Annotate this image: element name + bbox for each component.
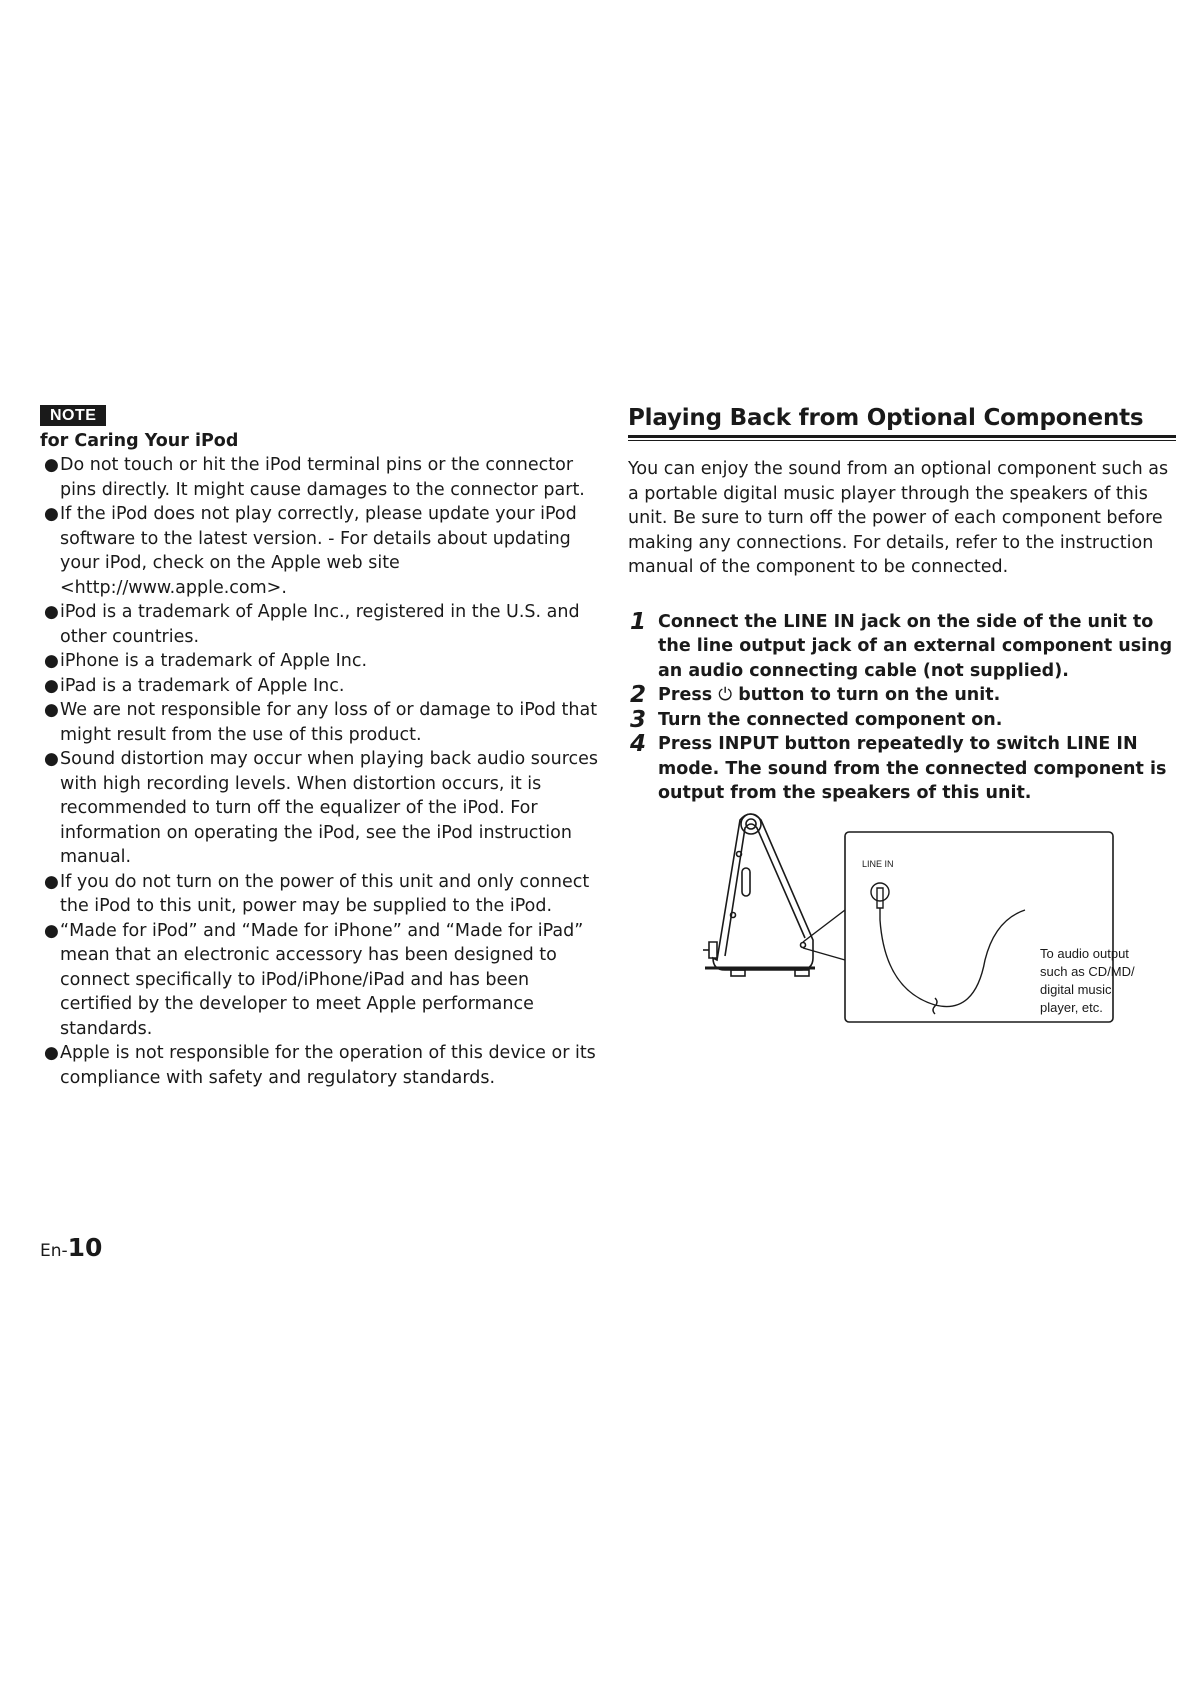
note-item bbox=[40, 502, 600, 600]
bullet-icon: ● bbox=[44, 675, 59, 696]
section-title: Playing Back from Optional Components bbox=[628, 405, 1144, 431]
note-item-text: If you do not turn on the power of this unit and only connect the iPod to this unit, power may be supplied to the iPod. bbox=[60, 871, 590, 916]
playback-section bbox=[628, 405, 1178, 806]
caption-line: such as CD/MD/ bbox=[1040, 964, 1135, 979]
note-item-text: “Made for iPod” and “Made for iPhone” and “Made for iPad” mean that an electronic accessory has been designed to connect specifically to iPod/iPhone/iPad and has been certified by the developer to meet Apple performance standards. bbox=[60, 920, 584, 1039]
bullet-icon: ● bbox=[44, 504, 59, 524]
bullet-icon: ● bbox=[44, 651, 59, 671]
title-underline bbox=[628, 435, 1176, 438]
step-number: 2 bbox=[630, 682, 647, 708]
step-text-tail: button to turn on the unit. bbox=[732, 685, 1001, 705]
note-item bbox=[40, 919, 600, 1042]
note-heading: for Caring Your iPod bbox=[40, 431, 239, 451]
step-text: Press INPUT button repeatedly to switch LINE IN mode. The sound from the connected component is output from the speakers of this unit. bbox=[658, 734, 1167, 803]
note-item-text: iPhone is a trademark of Apple Inc. bbox=[60, 651, 368, 671]
step-text: Connect the LINE IN jack on the side of the unit to the line output jack of an external component using an audio connecting cable (not supplied). bbox=[658, 611, 1173, 681]
step-item bbox=[628, 610, 1178, 684]
note-item-text: If the iPod does not play correctly, please update your iPod software to the latest version. - For details about updating your iPod, check on the Apple web site <http://www.apple.com>. bbox=[60, 504, 577, 598]
page-number-value: 10 bbox=[67, 1233, 103, 1262]
note-list bbox=[40, 453, 600, 1090]
note-item-text: Sound distortion may occur when playing back audio sources with high recording levels. When distortion occurs, it is recommended to turn off the equalizer of the iPod. For information on operating the iPod, see the iPod instruction manual. bbox=[60, 749, 599, 867]
step-item bbox=[628, 732, 1178, 806]
note-item bbox=[40, 698, 600, 747]
speaker-unit-illustration bbox=[703, 814, 815, 976]
note-item bbox=[40, 453, 600, 502]
note-item-text: iPad is a trademark of Apple Inc. bbox=[60, 675, 345, 696]
bullet-icon: ● bbox=[44, 602, 59, 622]
bullet-icon: ● bbox=[44, 1043, 59, 1063]
page-number bbox=[40, 1233, 102, 1262]
step-text: Press bbox=[658, 685, 719, 705]
section-intro: You can enjoy the sound from an optional component such as a portable digital music player through the speakers of this unit. Be sure to turn off the power of each component before making any connections. For details, refer to the instruction manual of the component to be connected. bbox=[628, 459, 1169, 577]
step-text: Turn the connected component on. bbox=[658, 709, 1003, 730]
note-item-text: iPod is a trademark of Apple Inc., registered in the U.S. and other countries. bbox=[60, 602, 580, 647]
bullet-icon: ● bbox=[44, 749, 59, 769]
note-item bbox=[40, 600, 600, 649]
note-item bbox=[40, 649, 600, 674]
connection-diagram bbox=[695, 810, 1135, 1025]
note-item bbox=[40, 674, 600, 699]
step-number: 3 bbox=[630, 706, 647, 733]
line-in-jack-icon bbox=[871, 883, 1025, 1014]
step-number: 1 bbox=[630, 608, 647, 635]
step-number: 4 bbox=[630, 731, 647, 757]
note-item-text: Apple is not responsible for the operation of this device or its compliance with safety and regulatory standards. bbox=[60, 1043, 596, 1088]
note-badge: NOTE bbox=[40, 405, 106, 426]
note-item bbox=[40, 1041, 600, 1090]
note-item bbox=[40, 747, 600, 870]
step-item bbox=[628, 683, 1178, 708]
note-item bbox=[40, 870, 600, 919]
bullet-icon: ● bbox=[44, 920, 59, 941]
caption-line: digital music bbox=[1040, 982, 1112, 997]
page-prefix: En- bbox=[40, 1241, 68, 1261]
callout-lines bbox=[803, 910, 845, 960]
note-item-text: Do not touch or hit the iPod terminal pins or the connector pins directly. It might cause damages to the connector part. bbox=[60, 455, 585, 500]
line-in-label: LINE IN bbox=[862, 859, 894, 869]
step-item bbox=[628, 708, 1178, 733]
power-icon: ⏻ bbox=[718, 685, 733, 705]
note-section bbox=[40, 405, 600, 1090]
caption-line: To audio output bbox=[1040, 946, 1129, 961]
steps-list bbox=[628, 610, 1178, 806]
bullet-icon: ● bbox=[44, 455, 59, 475]
caption-line: player, etc. bbox=[1040, 1000, 1103, 1015]
title-underline-thin bbox=[628, 440, 1176, 441]
bullet-icon: ● bbox=[44, 700, 59, 720]
note-item-text: We are not responsible for any loss of or damage to iPod that might result from the use of this product. bbox=[60, 700, 598, 745]
bullet-icon: ● bbox=[44, 871, 59, 892]
